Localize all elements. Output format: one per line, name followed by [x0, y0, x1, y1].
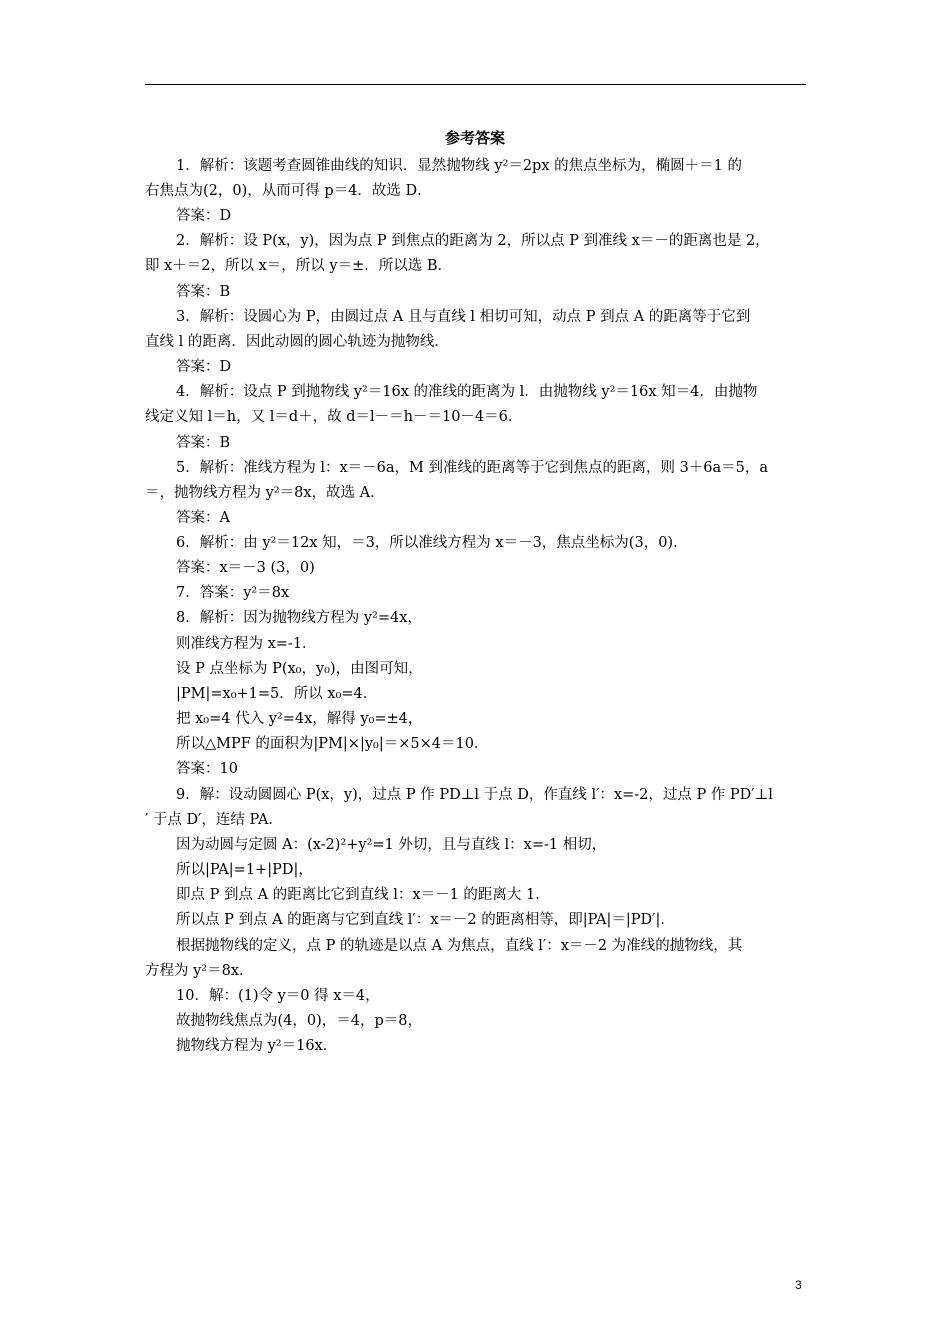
text-line: 所以△MPF 的面积为|PM|×|y₀|＝×5×4＝10．: [176, 736, 489, 752]
text-line: 答案：B: [176, 284, 231, 300]
text-line: 线定义知 l＝h，又 l＝d＋，故 d＝l－＝h－＝10－4＝6．: [145, 409, 523, 425]
page-title: 参考答案: [444, 129, 505, 147]
page-number: 3: [795, 1278, 802, 1292]
text-line: 方程为 y²＝8x．: [145, 963, 254, 979]
text-line: 即点 P 到点 A 的距离比它到直线 l：x＝－1 的距离大 1．: [176, 887, 550, 903]
text-line: 4．解析：设点 P 到抛物线 y²＝16x 的准线的距离为 l．由抛物线 y²＝16x 知＝4．由抛物: [176, 384, 758, 400]
text-line: 2．解析：设 P(x，y)，因为点 P 到焦点的距离为 2，所以点 P 到准线 x＝－的距离也是 2，: [176, 233, 770, 249]
text-line: 设 P 点坐标为 P(x₀，y₀)，由图可知，: [176, 661, 423, 677]
text-line: 即 x＋＝2，所以 x＝，所以 y＝±．所以选 B．: [145, 258, 453, 274]
text-line: 10．解：(1)令 y＝0 得 x＝4，: [176, 988, 380, 1004]
text-line: 6．解析：由 y²＝12x 知，＝3，所以准线方程为 x＝－3，焦点坐标为(3，0)．: [176, 535, 688, 551]
text-line: ＝，抛物线方程为 y²＝8x，故选 A．: [145, 485, 385, 501]
text-line: 抛物线方程为 y²＝16x．: [176, 1038, 338, 1054]
text-line: ′ 于点 D′，连结 PA．: [145, 812, 283, 828]
text-line: 1．解析：该题考查圆锥曲线的知识．显然抛物线 y²＝2px 的焦点坐标为，椭圆＋＝1 的: [176, 158, 742, 174]
text-line: 9．解：设动圆圆心 P(x，y)，过点 P 作 PD⊥l 于点 D，作直线 l′：x=-2，过点 P 作 PD′⊥l: [176, 787, 773, 803]
text-line: 故抛物线焦点为(4，0)，＝4，p＝8，: [176, 1013, 422, 1029]
text-line: 则准线方程为 x=-1．: [176, 636, 317, 652]
text-line: 5．解析：准线方程为 l：x＝－6a，M 到准线的距离等于它到焦点的距离，则 3＋6a＝5，a: [176, 460, 769, 476]
header-rule: [145, 84, 806, 85]
text-line: 答案：A: [176, 510, 230, 526]
text-line: 7．答案：y²＝8x: [176, 585, 290, 601]
text-line: 右焦点为(2，0)，从而可得 p＝4．故选 D．: [145, 183, 432, 199]
text-line: 3．解析：设圆心为 P，由圆过点 A 且与直线 l 相切可知，动点 P 到点 A 的距离等于它到: [176, 309, 751, 325]
text-line: 直线 l 的距离．因此动圆的圆心轨迹为抛物线．: [145, 334, 449, 350]
text-line: 答案：x＝－3 (3，0): [176, 560, 315, 576]
text-line: 把 x₀=4 代入 y²=4x，解得 y₀=±4，: [176, 711, 423, 727]
text-line: 答案：D: [176, 359, 232, 375]
text-line: |PM|=x₀+1=5．所以 x₀=4．: [176, 686, 378, 702]
text-line: 因为动圆与定圆 A：(x-2)²+y²=1 外切，且与直线 l：x=-1 相切，: [176, 837, 607, 853]
text-line: 答案：D: [176, 208, 232, 224]
text-line: 所以|PA|=1+|PD|，: [176, 862, 313, 878]
text-line: 所以点 P 到点 A 的距离与它到直线 l′：x＝－2 的距离相等，即|PA|＝|PD′|．: [176, 912, 675, 928]
text-line: 答案：B: [176, 435, 231, 451]
text-line: 答案：10: [176, 761, 238, 777]
text-line: 8．解析：因为抛物线方程为 y²=4x，: [176, 610, 422, 626]
text-line: 根据抛物线的定义，点 P 的轨迹是以点 A 为焦点，直线 l′：x＝－2 为准线的抛物线，其: [176, 938, 743, 954]
